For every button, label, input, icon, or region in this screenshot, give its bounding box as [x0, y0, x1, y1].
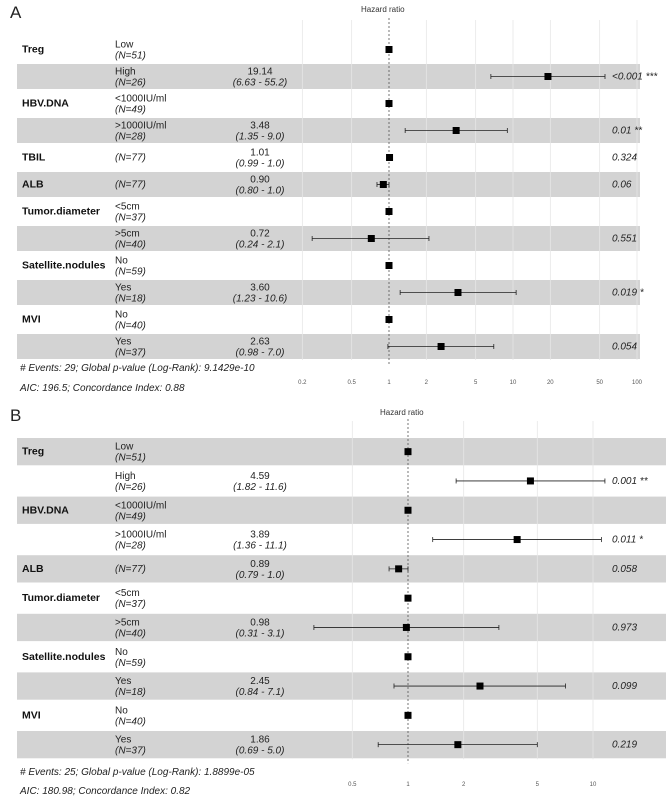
- x-tick-label: 0.5: [348, 782, 357, 788]
- panel-b: [10, 406, 666, 797]
- panel-a: [10, 3, 658, 394]
- variable-label: Tumor.diameter: [22, 592, 100, 605]
- x-tick-label: 2: [462, 782, 466, 788]
- p-value: 0.551: [612, 233, 638, 245]
- x-tick-label: 5: [535, 782, 539, 788]
- variable-label: ALB: [22, 178, 44, 191]
- ci-value: (0.98 - 7.0): [235, 347, 285, 359]
- variable-label: Satellite.nodules: [22, 259, 106, 272]
- hr-value: 2.45: [250, 676, 270, 688]
- hr-value: 3.48: [250, 120, 270, 132]
- hr-marker: [544, 73, 551, 80]
- n-label: (N=18): [115, 293, 146, 305]
- n-label: (N=59): [115, 657, 146, 669]
- hr-value: 0.98: [250, 617, 270, 629]
- row-band: [17, 172, 640, 197]
- ci-value: (0.79 - 1.0): [235, 569, 285, 581]
- n-label: (N=51): [115, 452, 146, 464]
- n-label: (N=51): [115, 50, 146, 62]
- n-label: (N=26): [115, 481, 146, 493]
- hr-marker: [386, 100, 393, 107]
- n-label: (N=26): [115, 77, 146, 89]
- ci-value: (1.35 - 9.0): [235, 131, 285, 143]
- level-label: High: [115, 66, 136, 78]
- footer-note: # Events: 25; Global p-value (Log-Rank): 1.8899e-05: [20, 767, 255, 778]
- footer-note: AIC: 196.5; Concordance Index: 0.88: [20, 383, 185, 394]
- p-value: 0.054: [612, 341, 638, 353]
- panel-label: A: [10, 3, 22, 22]
- level-label: Yes: [115, 734, 132, 746]
- hr-value: 3.89: [250, 529, 270, 541]
- p-value: 0.019 *: [612, 287, 644, 299]
- variable-label: TBIL: [22, 151, 46, 164]
- x-tick-label: 0.5: [347, 380, 356, 386]
- variable-label: Tumor.diameter: [22, 205, 100, 218]
- panel-label: B: [10, 406, 22, 425]
- hr-marker: [386, 316, 393, 323]
- hr-marker: [405, 448, 412, 455]
- level-label: Low: [115, 441, 134, 453]
- level-label: Yes: [115, 282, 132, 294]
- level-label: <5cm: [115, 201, 140, 213]
- hr-value: 2.63: [250, 336, 270, 348]
- hr-marker: [386, 154, 393, 161]
- hr-marker: [386, 46, 393, 53]
- p-value: 0.099: [612, 681, 638, 693]
- ci-value: (1.36 - 11.1): [233, 540, 287, 552]
- x-tick-label: 20: [546, 380, 554, 386]
- n-label: (N=37): [115, 212, 146, 224]
- ci-value: (0.69 - 5.0): [235, 745, 285, 757]
- n-label: (N=28): [115, 540, 146, 552]
- level-label: Yes: [115, 336, 132, 348]
- n-label: (N=77): [115, 152, 146, 164]
- level-label: Yes: [115, 676, 132, 688]
- n-label: (N=37): [115, 745, 146, 757]
- hr-marker: [453, 127, 460, 134]
- p-value: 0.06: [612, 179, 632, 191]
- ci-value: (0.24 - 2.1): [235, 239, 285, 251]
- hr-marker: [380, 181, 387, 188]
- hr-value: 0.90: [250, 174, 270, 186]
- p-value: 0.973: [612, 622, 638, 634]
- hr-marker: [514, 536, 521, 543]
- x-tick-label: 1: [387, 380, 391, 386]
- variable-label: Treg: [22, 43, 45, 56]
- x-tick-label: 0.2: [298, 380, 307, 386]
- variable-label: ALB: [22, 562, 44, 575]
- variable-label: HBV.DNA: [22, 504, 69, 517]
- row-band: [17, 280, 640, 305]
- x-tick-label: 50: [596, 380, 604, 386]
- level-label: >5cm: [115, 617, 140, 629]
- hr-marker: [405, 507, 412, 514]
- level-label: No: [115, 309, 128, 321]
- n-label: (N=37): [115, 599, 146, 611]
- p-value: 0.324: [612, 152, 638, 164]
- hr-marker: [386, 208, 393, 215]
- level-label: >1000IU/ml: [115, 529, 167, 541]
- hr-value: 1.86: [250, 734, 270, 746]
- hr-marker: [438, 343, 445, 350]
- level-label: <1000IU/ml: [115, 93, 167, 105]
- p-value: 0.058: [612, 563, 638, 575]
- level-label: <1000IU/ml: [115, 500, 167, 512]
- x-tick-label: 10: [509, 380, 517, 386]
- n-label: (N=77): [115, 563, 146, 575]
- hr-marker: [368, 235, 375, 242]
- n-label: (N=18): [115, 687, 146, 699]
- footer-note: # Events: 29; Global p-value (Log-Rank): 9.1429e-10: [20, 363, 255, 374]
- ci-value: (6.63 - 55.2): [232, 77, 288, 89]
- axis-title: Hazard ratio: [380, 408, 424, 417]
- n-label: (N=40): [115, 716, 146, 728]
- n-label: (N=40): [115, 320, 146, 332]
- hr-marker: [395, 565, 402, 572]
- ci-value: (1.82 - 11.6): [233, 481, 287, 493]
- hr-value: 1.01: [250, 147, 270, 159]
- ci-value: (0.80 - 1.0): [235, 185, 285, 197]
- p-value: 0.01 **: [612, 125, 643, 137]
- ci-value: (0.31 - 3.1): [235, 628, 285, 640]
- hr-value: 4.59: [250, 470, 270, 482]
- n-label: (N=37): [115, 347, 146, 359]
- n-label: (N=40): [115, 239, 146, 251]
- n-label: (N=59): [115, 266, 146, 278]
- x-tick-label: 1: [406, 782, 410, 788]
- level-label: No: [115, 646, 128, 658]
- row-band: [17, 118, 640, 143]
- n-label: (N=28): [115, 131, 146, 143]
- hr-marker: [386, 262, 393, 269]
- level-label: Low: [115, 39, 134, 51]
- n-label: (N=49): [115, 511, 146, 523]
- hr-value: 0.72: [250, 228, 270, 240]
- variable-label: MVI: [22, 313, 41, 326]
- level-label: No: [115, 705, 128, 717]
- x-tick-label: 2: [424, 380, 428, 386]
- axis-title: Hazard ratio: [361, 5, 405, 14]
- level-label: >5cm: [115, 228, 140, 240]
- hr-marker: [454, 741, 461, 748]
- p-value: 0.001 **: [612, 475, 648, 487]
- ci-value: (0.84 - 7.1): [235, 687, 285, 699]
- level-label: >1000IU/ml: [115, 120, 167, 132]
- variable-label: MVI: [22, 709, 41, 722]
- hr-marker: [403, 624, 410, 631]
- hr-value: 3.60: [250, 282, 270, 294]
- hr-value: 19.14: [247, 66, 273, 78]
- hr-value: 0.89: [250, 558, 270, 570]
- x-tick-label: 10: [589, 782, 597, 788]
- level-label: High: [115, 470, 136, 482]
- hr-marker: [454, 289, 461, 296]
- footer-note: AIC: 180.98; Concordance Index: 0.82: [20, 786, 191, 797]
- ci-value: (1.23 - 10.6): [232, 293, 288, 305]
- n-label: (N=77): [115, 179, 146, 191]
- p-value: 0.219: [612, 739, 638, 751]
- variable-label: Treg: [22, 445, 45, 458]
- hr-marker: [405, 653, 412, 660]
- hr-marker: [405, 595, 412, 602]
- p-value: <0.001 ***: [612, 71, 658, 83]
- n-label: (N=40): [115, 628, 146, 640]
- row-band: [17, 334, 640, 359]
- n-label: (N=49): [115, 104, 146, 116]
- x-tick-label: 5: [474, 380, 478, 386]
- level-label: <5cm: [115, 588, 140, 600]
- hr-marker: [527, 477, 534, 484]
- x-tick-label: 100: [631, 380, 643, 386]
- p-value: 0.011 *: [612, 534, 643, 546]
- hr-marker: [405, 712, 412, 719]
- hr-marker: [476, 683, 483, 690]
- variable-label: HBV.DNA: [22, 97, 69, 110]
- ci-value: (0.99 - 1.0): [235, 158, 285, 170]
- level-label: No: [115, 255, 128, 267]
- variable-label: Satellite.nodules: [22, 650, 106, 663]
